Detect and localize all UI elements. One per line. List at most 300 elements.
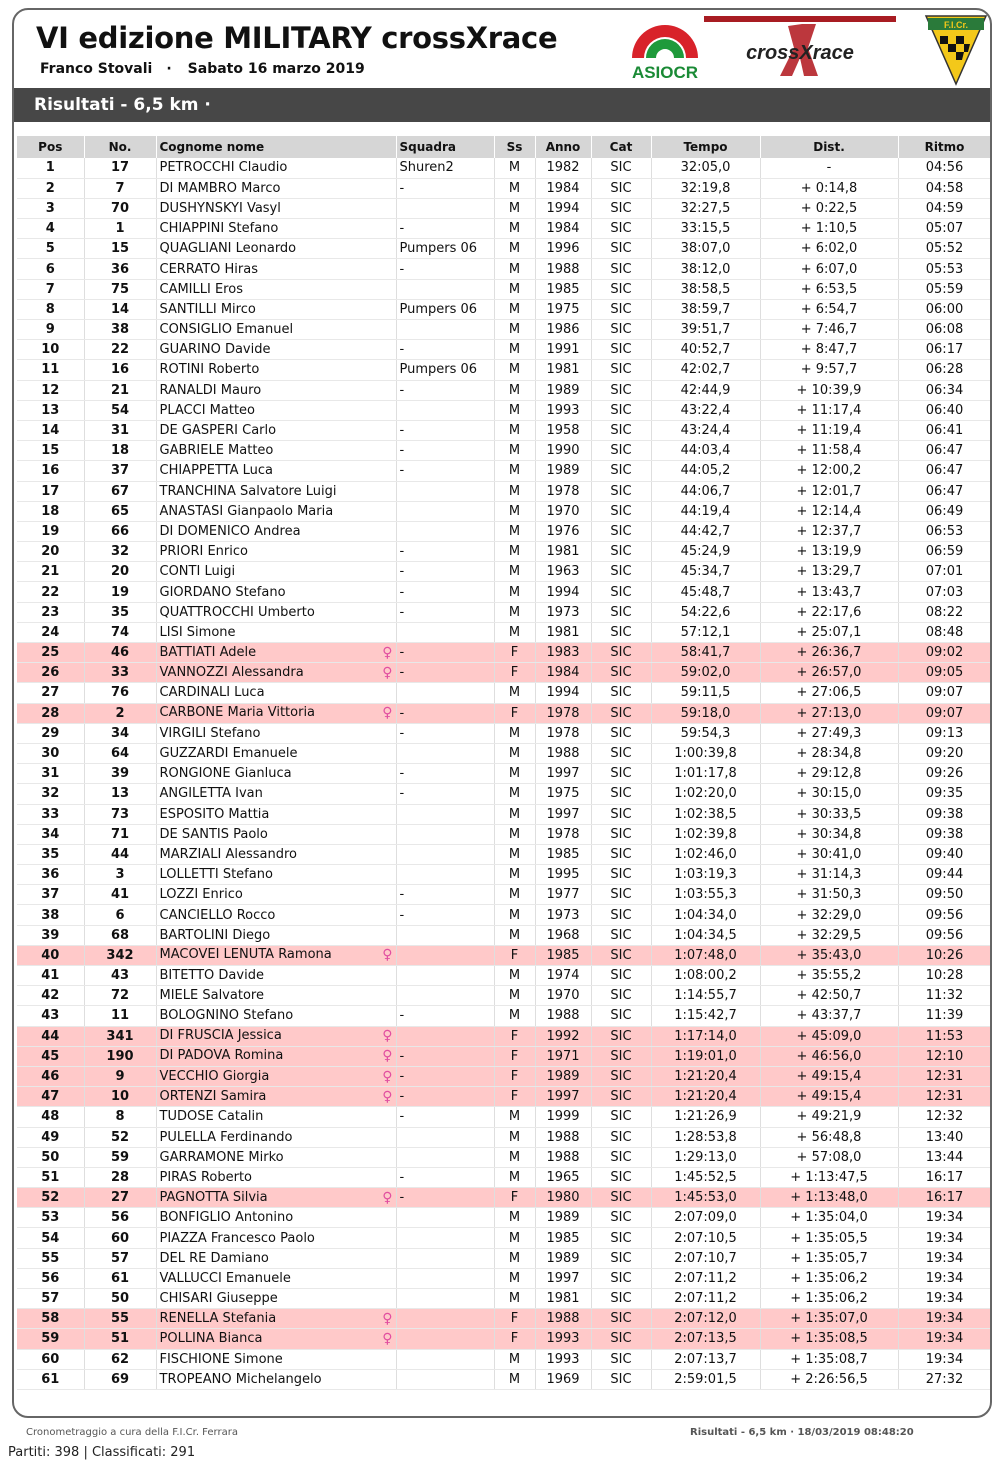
cell-no-text: 72: [110, 988, 130, 1004]
cell-pos-text: 55: [41, 1250, 60, 1266]
cell-pace-text: 11:32: [925, 988, 964, 1004]
cell-no: [84, 582, 156, 602]
cell-team: [396, 602, 494, 622]
cell-no-text: 33: [110, 665, 130, 681]
cell-cat: [591, 764, 651, 784]
cell-year: [535, 400, 591, 420]
cell-time-text: 43:22,4: [680, 402, 731, 418]
cell-pace-text: 06:34: [925, 382, 964, 398]
cell-time-text: 1:01:17,8: [674, 766, 737, 782]
cell-sex: [494, 400, 535, 420]
cell-pos-text: 42: [41, 988, 60, 1004]
table-row[interactable]: [17, 663, 991, 683]
cell-no: [84, 1026, 156, 1046]
cell-pos-text: 61: [41, 1371, 60, 1387]
cell-cat-text: SIC: [610, 887, 632, 903]
cell-time: [651, 400, 760, 420]
cell-name: [156, 905, 396, 925]
cell-team-text: -: [399, 544, 405, 560]
table-row[interactable]: [17, 1167, 991, 1187]
cell-dist-text: + 1:35:06,2: [790, 1270, 868, 1286]
cell-time: [651, 723, 760, 743]
cell-time-text: 40:52,7: [680, 342, 731, 358]
table-row[interactable]: [17, 743, 991, 763]
cell-pos: [17, 1329, 84, 1349]
table-row[interactable]: [17, 1289, 991, 1309]
cell-no-text: 11: [110, 1008, 130, 1024]
cell-team-text: -: [399, 180, 405, 196]
table-row[interactable]: [17, 320, 991, 340]
cell-team: [396, 1006, 494, 1026]
table-row[interactable]: [17, 400, 991, 420]
table-row[interactable]: [17, 239, 991, 259]
cell-dist: [760, 158, 898, 178]
cell-no-text: 60: [110, 1230, 130, 1246]
cell-pace: [898, 239, 991, 259]
cell-name-text: CHISARI Giuseppe: [159, 1291, 278, 1307]
cell-pace-text: 09:40: [925, 846, 964, 862]
cell-sex-text: M: [508, 160, 521, 176]
cell-name: [156, 1006, 396, 1026]
cell-dist-text: -: [826, 160, 832, 176]
table-row[interactable]: [17, 1309, 991, 1329]
cell-no: [84, 966, 156, 986]
cell-sex: [494, 1147, 535, 1167]
female-icon: ♀: [382, 1189, 393, 1206]
table-row[interactable]: [17, 804, 991, 824]
cell-sex-text: M: [508, 1169, 521, 1185]
cell-name-text: TROPEANO Michelangelo: [159, 1371, 322, 1387]
table-row[interactable]: [17, 824, 991, 844]
cell-pos-text: 33: [41, 806, 60, 822]
table-row[interactable]: [17, 844, 991, 864]
cell-pace: [898, 1087, 991, 1107]
cell-team: [396, 1188, 494, 1208]
cell-sex-text: M: [508, 200, 521, 216]
cell-pace: [898, 1188, 991, 1208]
cell-time: [651, 1046, 760, 1066]
table-row[interactable]: [17, 299, 991, 319]
cell-time-text: 2:07:10,7: [674, 1250, 737, 1266]
table-row[interactable]: [17, 562, 991, 582]
cell-no: [84, 562, 156, 582]
cell-time: [651, 219, 760, 239]
cell-time: [651, 1248, 760, 1268]
cell-pos: [17, 441, 84, 461]
cell-dist-text: + 13:29,7: [796, 564, 862, 580]
table-row[interactable]: [17, 602, 991, 622]
cell-pos-text: 17: [41, 483, 60, 499]
table-row[interactable]: [17, 1026, 991, 1046]
cell-team: [396, 905, 494, 925]
table-row[interactable]: [17, 784, 991, 804]
cell-name: [156, 380, 396, 400]
cell-time-text: 1:45:53,0: [674, 1190, 737, 1206]
table-row[interactable]: [17, 441, 991, 461]
cell-name: [156, 542, 396, 562]
cell-year: [535, 1268, 591, 1288]
cell-name-text: DI DOMENICO Andrea: [159, 523, 301, 539]
cell-sex: [494, 966, 535, 986]
cell-time: [651, 804, 760, 824]
cell-pos-text: 38: [41, 907, 60, 923]
cell-cat-text: SIC: [610, 1048, 632, 1064]
cell-time-text: 2:07:13,7: [674, 1351, 737, 1367]
cell-team: [396, 1289, 494, 1309]
cell-pos-text: 4: [45, 221, 55, 237]
fict-checker-1: [940, 36, 948, 44]
female-icon: ♀: [382, 705, 393, 722]
cell-pace: [898, 663, 991, 683]
cell-pos: [17, 582, 84, 602]
column-header-pos[interactable]: Pos: [17, 136, 84, 158]
cell-sex: [494, 1127, 535, 1147]
cell-year: [535, 299, 591, 319]
cell-cat-text: SIC: [610, 1371, 632, 1387]
column-header-no[interactable]: No.: [84, 136, 156, 158]
table-row[interactable]: [17, 158, 991, 178]
cell-pace-text: 16:17: [925, 1190, 964, 1206]
cell-pace: [898, 1349, 991, 1369]
table-row[interactable]: [17, 1349, 991, 1369]
cell-pace-text: 09:13: [925, 725, 964, 741]
cell-dist: [760, 663, 898, 683]
cell-time: [651, 320, 760, 340]
cell-pos: [17, 1248, 84, 1268]
cell-team: [396, 158, 494, 178]
table-row[interactable]: [17, 945, 991, 965]
column-header-year[interactable]: Anno: [535, 136, 591, 158]
cell-cat-text: SIC: [610, 1351, 632, 1367]
cell-year-text: 1997: [546, 1089, 580, 1105]
cell-team: [396, 1127, 494, 1147]
cell-name: [156, 1026, 396, 1046]
cell-cat-text: SIC: [610, 947, 632, 963]
cell-pace: [898, 804, 991, 824]
cell-dist-text: + 1:35:08,5: [790, 1331, 868, 1347]
cell-name-text: VALLUCCI Emanuele: [159, 1270, 291, 1286]
cell-pace-text: 12:31: [925, 1069, 964, 1085]
cell-pos-text: 36: [41, 867, 60, 883]
cell-no-text: 52: [110, 1129, 130, 1145]
cell-dist-text: + 12:37,7: [796, 523, 862, 539]
cell-pace-text: 05:53: [925, 261, 964, 277]
cell-team: [396, 1268, 494, 1288]
table-row[interactable]: [17, 461, 991, 481]
table-row[interactable]: [17, 986, 991, 1006]
cell-pace: [898, 1127, 991, 1147]
table-row[interactable]: [17, 865, 991, 885]
column-header-name[interactable]: Cognome nome: [156, 136, 396, 158]
column-header-dist[interactable]: Dist.: [760, 136, 898, 158]
cell-pace: [898, 1046, 991, 1066]
cell-sex: [494, 824, 535, 844]
cell-team-text: -: [399, 1109, 405, 1125]
cell-sex-text: M: [508, 1230, 521, 1246]
table-row[interactable]: [17, 966, 991, 986]
table-row[interactable]: [17, 1188, 991, 1208]
cell-cat: [591, 885, 651, 905]
cell-sex-text: M: [508, 1351, 521, 1367]
cell-year-text: 1989: [546, 1069, 580, 1085]
cell-team: [396, 320, 494, 340]
cell-pos-text: 21: [41, 564, 60, 580]
cell-pace-text: 06:08: [925, 322, 964, 338]
cell-cat-text: SIC: [610, 322, 632, 338]
cell-pos: [17, 784, 84, 804]
table-row[interactable]: [17, 219, 991, 239]
cell-time-text: 1:19:01,0: [674, 1048, 737, 1064]
cell-team: [396, 299, 494, 319]
cell-pos: [17, 1228, 84, 1248]
cell-year: [535, 1228, 591, 1248]
cell-cat: [591, 925, 651, 945]
cell-pos-text: 40: [41, 947, 60, 963]
table-row[interactable]: [17, 380, 991, 400]
cell-cat-text: SIC: [610, 301, 632, 317]
fict-checker-3: [948, 44, 956, 52]
cell-name-text: DE GASPERI Carlo: [159, 423, 277, 439]
cell-team: [396, 703, 494, 723]
cell-dist: [760, 1188, 898, 1208]
table-row[interactable]: [17, 542, 991, 562]
cell-pace: [898, 622, 991, 642]
cell-team-text: -: [399, 584, 405, 600]
cell-sex-text: M: [508, 685, 521, 701]
table-row[interactable]: [17, 622, 991, 642]
cell-pace: [898, 521, 991, 541]
cell-time: [651, 1228, 760, 1248]
cell-cat-text: SIC: [610, 806, 632, 822]
cell-year: [535, 259, 591, 279]
cell-cat-text: SIC: [610, 1089, 632, 1105]
column-header-cat[interactable]: Cat: [591, 136, 651, 158]
asiocr-logo-text: ASIOCR: [631, 63, 699, 82]
cell-team-text: -: [399, 1069, 405, 1085]
table-row[interactable]: [17, 1248, 991, 1268]
cell-sex-text: M: [508, 523, 521, 539]
cell-sex: [494, 663, 535, 683]
table-row[interactable]: [17, 1329, 991, 1349]
cell-time: [651, 824, 760, 844]
cell-sex-text: M: [508, 624, 521, 640]
cell-pos: [17, 764, 84, 784]
cell-sex: [494, 1208, 535, 1228]
cell-team: [396, 723, 494, 743]
table-row[interactable]: [17, 1087, 991, 1107]
cell-sex-text: M: [508, 1008, 521, 1024]
cell-year: [535, 723, 591, 743]
cell-pos-text: 11: [41, 362, 60, 378]
cell-dist: [760, 1228, 898, 1248]
column-header-pace[interactable]: Ritmo: [898, 136, 991, 158]
table-row[interactable]: [17, 1208, 991, 1228]
cell-sex: [494, 602, 535, 622]
fict-checker-2: [956, 36, 964, 44]
cell-team: [396, 340, 494, 360]
cell-sex-text: M: [508, 826, 521, 842]
cell-dist: [760, 1167, 898, 1187]
cell-dist: [760, 1309, 898, 1329]
cell-pos: [17, 279, 84, 299]
cell-year-text: 1994: [546, 584, 580, 600]
column-header-time[interactable]: Tempo: [651, 136, 760, 158]
cell-name: [156, 885, 396, 905]
cell-time: [651, 743, 760, 763]
cell-dist: [760, 885, 898, 905]
table-row[interactable]: [17, 1107, 991, 1127]
cell-sex: [494, 1329, 535, 1349]
cell-pos-text: 6: [45, 261, 55, 277]
cell-no-text: 56: [110, 1210, 130, 1226]
cell-no-text: 76: [110, 685, 130, 701]
cell-sex: [494, 945, 535, 965]
cell-name-text: DUSHYNSKYI Vasyl: [159, 200, 281, 216]
table-row[interactable]: [17, 582, 991, 602]
table-row[interactable]: [17, 1046, 991, 1066]
cell-pos: [17, 703, 84, 723]
cell-team: [396, 1107, 494, 1127]
cell-time-text: 1:17:14,0: [674, 1028, 737, 1044]
cell-year-text: 1994: [546, 685, 580, 701]
table-row[interactable]: [17, 340, 991, 360]
column-header-sex[interactable]: Ss: [494, 136, 535, 158]
cell-time: [651, 1289, 760, 1309]
cell-pos-text: 46: [41, 1069, 60, 1085]
cell-time-text: 44:03,4: [680, 443, 731, 459]
cell-dist-text: + 1:35:08,7: [790, 1351, 868, 1367]
cell-time: [651, 966, 760, 986]
cell-pace: [898, 602, 991, 622]
cell-dist-text: + 42:50,7: [796, 988, 862, 1004]
cell-pos-text: 26: [41, 665, 60, 681]
cell-no-text: 17: [110, 160, 130, 176]
cell-year-text: 1973: [546, 604, 580, 620]
table-row[interactable]: [17, 1147, 991, 1167]
crossxrace-logo-text: crossXrace: [746, 42, 854, 64]
cell-pace: [898, 501, 991, 521]
table-row[interactable]: [17, 420, 991, 440]
table-row[interactable]: [17, 279, 991, 299]
crossxrace-logo: [704, 14, 896, 80]
table-row[interactable]: [17, 764, 991, 784]
cell-no-text: 65: [110, 503, 130, 519]
table-row[interactable]: [17, 703, 991, 723]
table-row[interactable]: [17, 521, 991, 541]
cell-cat: [591, 1167, 651, 1187]
table-row[interactable]: [17, 925, 991, 945]
cell-pace-text: 06:49: [925, 503, 964, 519]
cell-name-text: GUZZARDI Emanuele: [159, 746, 298, 762]
table-row[interactable]: [17, 259, 991, 279]
cell-no: [84, 905, 156, 925]
cell-cat-text: SIC: [610, 1230, 632, 1246]
cell-dist-text: + 49:21,9: [796, 1109, 862, 1125]
table-row[interactable]: [17, 1006, 991, 1026]
table-row[interactable]: [17, 643, 991, 663]
cell-year-text: 1985: [546, 846, 580, 862]
table-row[interactable]: [17, 683, 991, 703]
cell-year-text: 1978: [546, 826, 580, 842]
cell-cat-text: SIC: [610, 1069, 632, 1085]
cell-team-text: Pumpers 06: [399, 241, 478, 257]
cell-dist-text: + 12:00,2: [796, 463, 862, 479]
cell-time: [651, 885, 760, 905]
cell-pace-text: 06:47: [925, 483, 964, 499]
cell-year: [535, 1188, 591, 1208]
cell-cat: [591, 1026, 651, 1046]
cell-time: [651, 542, 760, 562]
cell-dist-text: + 26:36,7: [796, 645, 862, 661]
cell-sex-text: M: [508, 322, 521, 338]
table-row[interactable]: [17, 905, 991, 925]
table-row[interactable]: [17, 1268, 991, 1288]
cell-time-text: 32:05,0: [680, 160, 731, 176]
cell-dist-text: + 1:13:48,0: [790, 1190, 868, 1206]
cell-time: [651, 1127, 760, 1147]
cell-year: [535, 239, 591, 259]
cell-team: [396, 481, 494, 501]
table-row[interactable]: [17, 885, 991, 905]
table-row[interactable]: [17, 178, 991, 198]
cell-pace-text: 19:34: [925, 1210, 964, 1226]
cell-no-text: 32: [110, 544, 130, 560]
cell-name: [156, 1167, 396, 1187]
table-row[interactable]: [17, 1127, 991, 1147]
cell-team-text: -: [399, 261, 405, 277]
cell-sex-text: F: [510, 1190, 519, 1206]
cell-cat-text: SIC: [610, 443, 632, 459]
cell-pos: [17, 1066, 84, 1086]
cell-year-text: 1993: [546, 402, 580, 418]
cell-no: [84, 1208, 156, 1228]
cell-dist: [760, 279, 898, 299]
cell-team: [396, 380, 494, 400]
cell-name-text: BARTOLINI Diego: [159, 927, 271, 943]
table-row[interactable]: [17, 1228, 991, 1248]
cell-no-text: 51: [110, 1331, 130, 1347]
table-row[interactable]: [17, 1369, 991, 1389]
cell-no: [84, 1268, 156, 1288]
table-row[interactable]: [17, 501, 991, 521]
fict-logo-text: F.I.Cr.: [943, 20, 969, 30]
cell-pace-text: 09:07: [925, 705, 964, 721]
table-row[interactable]: [17, 1066, 991, 1086]
cell-sex: [494, 1369, 535, 1389]
cell-dist: [760, 622, 898, 642]
cell-year: [535, 1107, 591, 1127]
column-header-team[interactable]: Squadra: [396, 136, 494, 158]
table-row[interactable]: [17, 723, 991, 743]
cell-name-text: CHIAPPETTA Luca: [159, 463, 274, 479]
cell-pos-text: 56: [41, 1270, 60, 1286]
cell-cat-text: SIC: [610, 402, 632, 418]
cell-cat: [591, 542, 651, 562]
cell-team: [396, 966, 494, 986]
cell-dist-text: + 13:43,7: [796, 584, 862, 600]
cell-sex-text: M: [508, 402, 521, 418]
cell-name: [156, 582, 396, 602]
table-row[interactable]: [17, 198, 991, 218]
cell-no-text: 19: [110, 584, 130, 600]
table-row[interactable]: [17, 360, 991, 380]
cell-no-text: 20: [110, 564, 130, 580]
table-row[interactable]: [17, 481, 991, 501]
cell-pos: [17, 966, 84, 986]
cell-year: [535, 461, 591, 481]
cell-sex: [494, 1349, 535, 1369]
cell-dist-text: + 32:29,5: [796, 927, 862, 943]
